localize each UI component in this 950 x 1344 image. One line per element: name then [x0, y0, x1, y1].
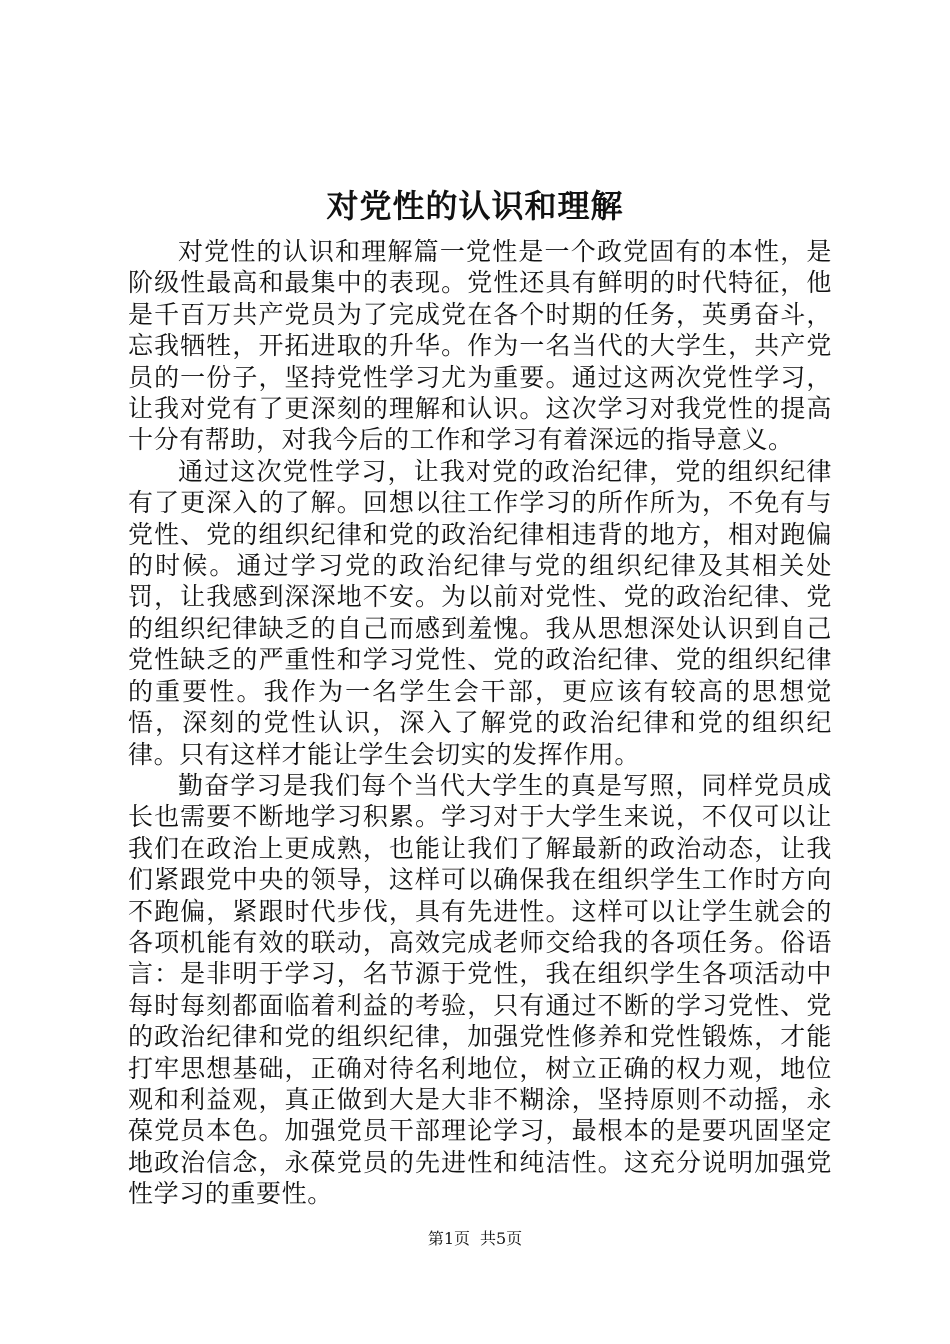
document-body — [128, 236, 832, 1210]
page-footer — [0, 1228, 950, 1250]
paragraph: 勤奋学习是我们每个当代大学生的真是写照，同样党员成长也需要不断地学习积累。学习对于大学生来说，不仅可以让我们在政治上更成熟，也能让我们了解最新的政治动态，让我们紧跟党中央的领导，这样可以确保我在组织学生工作时方向不跑偏，紧跟时代步伐，具有先进性。这样可以让学生就会的各项机能有效的联动，高效完成老师交给我的各项任务。俗语言：是非明于学习，名节源于党性，我在组织学生各项活动中每时每刻都面临着利益的考验，只有通过不断的学习党性、党的政治纪律和党的组织纪律，加强党性修养和党性锻炼，才能打牢思想基础，正确对待名利地位，树立正确的权力观，地位观和利益观，真正做到大是大非不糊涂，坚持原则不动摇，永葆党员本色。加强党员干部理论学习，最根本的是要巩固坚定地政治信念，永葆党员的先进性和纯洁性。这充分说明加强党性学习的重要性。 — [128, 770, 832, 1209]
document-title: 对党性的认识和理解 — [326, 187, 624, 225]
paragraph: 对党性的认识和理解篇一党性是一个政党固有的本性，是阶级性最高和最集中的表现。党性还具有鲜明的时代特征，他是千百万共产党员为了完成党在各个时期的任务，英勇奋斗，忘我牺牲，开拓进取的升华。作为一名当代的大学生，共产党员的一份子，坚持党性学习尤为重要。通过这两次党性学习，让我对党有了更深刻的理解和认识。这次学习对我党性的提高十分有帮助，对我今后的工作和学习有着深远的指导意义。 — [128, 237, 832, 455]
page-number: 第1页 — [427, 1229, 470, 1248]
paragraph: 通过这次党性学习，让我对党的政治纪律，党的组织纪律有了更深入的了解。回想以往工作学习的所作所为，不免有与党性、党的组织纪律和党的政治纪律相违背的地方，相对跑偏的时候。通过学习党的政治纪律与党的组织纪律及其相关处罚，让我感到深深地不安。为以前对党性、党的政治纪律、党的组织纪律缺乏的自己而感到羞愧。我从思想深处认识到自己党性缺乏的严重性和学习党性、党的政治纪律、党的组织纪律的重要性。我作为一名学生会干部，更应该有较高的思想觉悟，深刻的党性认识，深入了解党的政治纪律和党的组织纪律。只有这样才能让学生会切实的发挥作用。 — [128, 456, 832, 769]
page-total: 共5页 — [480, 1229, 523, 1248]
